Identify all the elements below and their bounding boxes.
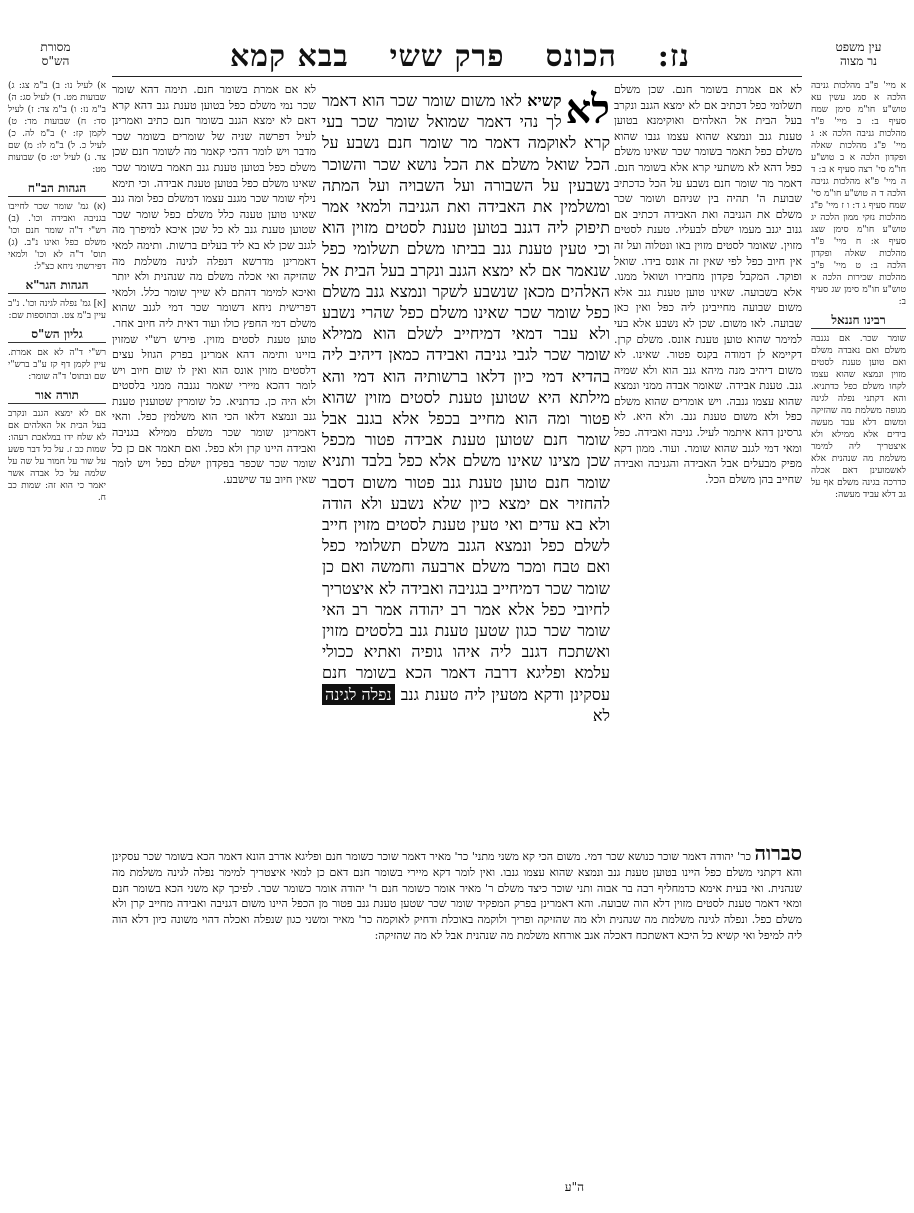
gilyon-hashas-text: רש"י ד"ה לא אם אמרת. עיין לקמן דף קז ע"ב ברש"י שם ובתוס' ד"ה שומר: <box>8 348 106 382</box>
folio-mark: ה"ע <box>564 1180 584 1194</box>
opening-word: לא <box>565 86 610 133</box>
highlighted-phrase-box: נפלה לגינה <box>322 684 395 705</box>
rabbeinu-chananel-text: שומר שכר. אם נגנבה משלם ואם נאבדה משלם ואם טוען טענת לסטים מזוין ונמצא שהוא עצמו לקחו משלם כפל כדתניא. והא דקתני נפלה לגינה מגופה משלמת מה שהזיקה ומשום דלא עבד מעשה בידים אלא ממילא ולא איצטריך ליה למימר משלמת מה שנהנית אלא לאשמועינן דאם אכלה כדרכה בגינה משלם אף על גב דלא עביד מעשה: <box>811 334 906 500</box>
bottom-commentary-text: כר' יהודה דאמר שוכר כנושא שכר דמי. משום הכי קא משני מתני' כר' מאיר דאמר שוכר כשומר חנם ופליגא אדרב הונא דאמר הכא בשומר שכר עסקינן והא דקתני משלם כפל היינו בטוען טענת גנב ונמצא שהוא עצמו גנבו. ואין לומר דקא מיירי בשומר חנם דאם כן למאי איצטריך למימר נפלה לגינה משלמת מה שנהנית. ואי בעית אימא כדמחליף רבה בר אבוה ותני שוכר כיצד משלם ר' מאיר אומר כשומר חנם ר' יהודה אומר כשומר שכר. לפיכך קא משני הכא בשומר חנם ומאי דאמר טענת לסטים מזוין דלא הוה שבועה. והא דאמרינן בפרק המפקיד שומר שכר שטען טענת גנב פטור מן הכפל היינו משום דגניבה ואבידה מחייב קרן ולא משלם כפל. ונפלה לגינה משלמת מה שנהנית ולא מה שהזיקה ופריך ולוקמה באוכלת ודחיק לאוקמה כר' מאיר ומשני כגון שנפלה ואכלה דהוי משונה כיון דלא הוה ליה למיפל ואי קשיא כל היכא דאשתכח דאכלה אגב אורחא משלמת מה שנהנית אבל לא מה שהזיקה: <box>112 850 802 942</box>
tosafot-text: לא אם אמרת בשומר חנם. תימה דהא שומר שכר נמי משלם כפל בטוען טענת גנב דהא קרא דאם לא ימצא הגנב בשומר חנם כתיב ואמרינן לעיל דפרשה שניה של שומרים בשומר שכר מדבר ויש לומר דהכי קאמר מה לשומר חנם שכן משלם כפל בטוען טענת גנב תאמר בשומר שכר שאינו משלם כפל בטוען טענת אבידה. וכי תימא נילף שומר שכר מגנב עצמו דמשלם כפל ומה גנב שאינו טוען טענה כלל משלם כפל שומר שכר שטוען טענת גנב לא כל שכן איכא למיפרך מה לגנב שכן לא בא ליד בעלים ברשות. ותימה למאי דאמרינן מדרשא דנפלה לגינה משלמת מה שהזיקה ואי אכלה משלם מה שנהנית ולא יותר ואיכא למימר דהתם לא שייך שומר כלל. ולמאי דפרישית ניחא דשומר שכר דמי לגנב שהוא משלם דמי החפץ כולו ועוד דאית ליה חיוב אחר. טוען טענת לסטים מזוין. פירש רש"י שמזוין בזיינו ותימה דהא אמרינן בפרק הגוזל עצים דלסטים מזוין אונס הוא ואין לו שום חיוב ויש לומר דהכא מיירי שאמר נגנבה ממני בלסטים ולא היה כן. כדתניא. כל שומרין שטוענין טענת גנב ונמצא דלאו הכי הוא משלמין כפל. והאי דאמרינן שומר שכר משלם ממילא בגניבה ואבידה היינו קרן ולא כפל. ואם תאמר אם כן כל שומר שכר שכפר בפקדון ישלם כפל ויש לומר שאין חיוב עד שישבע. <box>112 83 316 486</box>
gilyon-hashas-heading: גליון הש"ס <box>8 328 106 343</box>
page-header <box>230 38 690 74</box>
gemara-body: לאו משום שומר שכר הוא דאמר לך נהי דאמר שמואל שומר שכר בעי קרא לאוקמה דאמר מר שומר חנם נשבע על הכל שואל משלם את הכל נושא שכר והשוכר נשבעין על השבורה ועל השבויה ועל המתה ומשלמין את האבידה ואת הגניבה ולמאי אמר תיפוק ליה דגנב בטוען טענת לסטים מזוין הוא וכי טעין טענת גנב בביתו משלם תשלומי כפל שנאמר אם לא ימצא הגנב ונקרב בעל הבית אל האלהים מכאן שנשבע לשקר ונמצא גנב משלם כפל שומר שכר שאינו משלם כפל שהרי נשבע ולא עבר דמאי דמיחייב לשלם הוא ממילא שומר שכר לגבי גניבה ואבידה כמאן דיהיב ליה בהדיא דמי כיון דלאו ברשותיה הוא דמי והא מילתא היא שטוען טענת לסטים מזוין שהוא פטור ומה הוא מחייב בכפל אלא בגנב אבל שומר חנם שטוען טענת אבידה פטור מכפל שכן מצינו שאינו משלם אלא כפל בלבד ותניא שומר חנם טוען טענת גנב פטור משום דסבר להחזיר אם ימצא כיון שלא נשבע ולא הודה ולא בא עדים ואי טעין טענת לסטים מזוין חייב לשלם כפל ונמצא הגנב משלם תשלומי כפל ואם טבח ומכר משלם ארבעה וחמשה ואם כן שומר שכר דמיחייב בגניבה ואבידה לא איצטריך לחיובי כפל אלא אמר רב יהודה אמר רב האי שומר שכר כגון שטען טענת גנב בלסטים מזוין ואשתכח דגנב ליה איהו גופיה ואתיא ככולי עלמא ופליגא דרבה דאמר הכא בשומר חנם עסקינן ודקא מטעין ליה טענת גנב <box>322 91 610 704</box>
chapter-name: הכונס <box>545 38 617 74</box>
masoret-corner <box>8 40 103 68</box>
bottom-commentary <box>112 841 803 1176</box>
torah-or-heading: תורה אור <box>8 389 106 404</box>
hagahot-hagra-heading: הגהות הגר"א <box>8 279 106 294</box>
left-margin <box>8 80 106 840</box>
chapter-number: פרק ששי <box>389 38 505 74</box>
hagahot-hagra-text: [א] גמ' נפלה לגינה וכו'. נ"ב עיין ב"מ צט. ובתוספות שם: <box>8 299 106 321</box>
hashas-label: הש"ס <box>41 54 70 68</box>
hagahot-habach-heading: הגהות הב"ח <box>8 182 106 197</box>
tosafot-column <box>112 82 316 842</box>
hagahot-habach-text: (א) גמ' שומר שכר לחייבו בגניבה ואבידה וכו'. (ב) רש"י ד"ה שומר חנם וכו' משלם כפל ואינו נ"ב. (ג) תוס' ד"ה לא וכו' ולמאי דפירשתי ניחא כצ"ל: <box>8 202 106 272</box>
ner-mitzvah-label: נר מצוה <box>840 54 877 68</box>
gemara-closing-word: לא <box>592 705 610 725</box>
ein-mishpat-text: א מיי' פ"ב מהלכות גניבה הלכה א סמג עשין עא טוש"ע חו"מ סימן שמח סעיף ב: ב מיי' פ"ד מהלכות גניבה הלכה א: ג מיי' פ"ג מהלכות שאלה ופקדון הלכה א ב טוש"ע חו"מ סי' רצה סעיף א ב: ד ה מיי' פ"א מהלכות גניבה הלכה ד ה טוש"ע חו"מ סי' שמח סעיף ג ד: ו ז מיי' פ"ג מהלכות נזקי ממון הלכה יג טוש"ע חו"מ סימן שצג סעיף א: ח מיי' פ"ד מהלכות שאלה ופקדון הלכה ב: ט מיי' פ"ב מהלכות שכירות הלכה א טוש"ע חו"מ סימן שג סעיף ב: <box>811 81 906 307</box>
header-rule <box>112 76 802 77</box>
daf-number: נז: <box>657 38 690 74</box>
ein-mishpat-corner <box>811 40 906 68</box>
torah-or-text: אם לא ימצא הגנב ונקרב בעל הבית אל האלהים אם לא שלח ידו במלאכת רעהו: שמות כב ז. על כל דבר פשע על שור על חמור על שה על שלמה על כל אבדה אשר יאמר כי הוא זה: שמות כב ח. <box>8 409 106 503</box>
masoret-text: א) לעיל נו: ב) ב"מ צג: ג) שבועות מט. ד) לעיל סג: ה) ב"מ נז: ו) ב"מ צד: ז) לעיל סד: ח) שבועות מד: ט) לקמן קז: י) ב"מ לה. כ) לעיל כ. ל) ב"מ לו: מ) שם צד. נ) לעיל יט: ס) שבועות מט: <box>8 81 106 175</box>
tractate-name: בבא קמא <box>230 38 349 74</box>
gemara-text-block <box>322 86 610 840</box>
rashi-column <box>614 82 802 842</box>
opening-phrase: קשיא <box>527 91 562 110</box>
masoret-label: מסורת <box>40 40 71 54</box>
right-margin <box>811 80 906 500</box>
bottom-commentary-heading: סברוה <box>754 841 803 865</box>
ein-mishpat-label: עין משפט <box>835 40 882 54</box>
rashi-text: לא אם אמרת בשומר חנם. שכן משלם תשלומי כפל דכתיב אם לא ימצא הגנב ונקרב בעל הבית אל האלהים ואוקימנא בטוען טענת גנב ונמצא שהוא עצמו גנבו שהוא משלם כפל תאמר בשומר שכר שאינו משלם כפל דהא לא משתעי קרא אלא בשומר חנם. דאמר מר שומר חנם נשבע על הכל כדכתיב שבועת ה' תהיה בין שניהם ושומר שכר משלם את הגניבה ואת האבידה דכתיב אם גנוב יגנב מעמו ישלם לבעליו. טענת לסטים מזוין. שאומר לסטים מזוין באו ונטלוה ועל זה אין חיוב כפל לפי שאין זה אונס בידו. שואל ופוקד. המקבל פקדון מחבירו ושואל ממנו. אלא בשבועה. שאינו טוען טענת גנב אלא משום שבועה מחייבינן ליה כפל ואין כאן שבועה. לאו משום. שכן לא נשבע אלא בעי למימר שהוא טוען טענת אונס. משלם קרן. דקיימא לן דמודה בקנס פטור. שאינו. לא משום דיהיב מנה מיהא גנב הוא ולא שמיה גנב. טענת אבידה. שאומר אבדה ממני ונמצא שהוא עצמו גנבה. ויש אומרים שהוא משלם כפל ולא משום טענת גנב. ולא היא. לא גרסינן דהא איתמר לעיל. גניבה ואבידה. כפל ומאי דמי לגנב שהוא שומר. ועוד. ממון דקא מפיק מבעלים אבל האבידה והגניבה ואבידה שחייב בהן משלם הכל. <box>614 83 802 486</box>
rabbeinu-chananel-heading: רבינו חננאל <box>811 314 906 329</box>
